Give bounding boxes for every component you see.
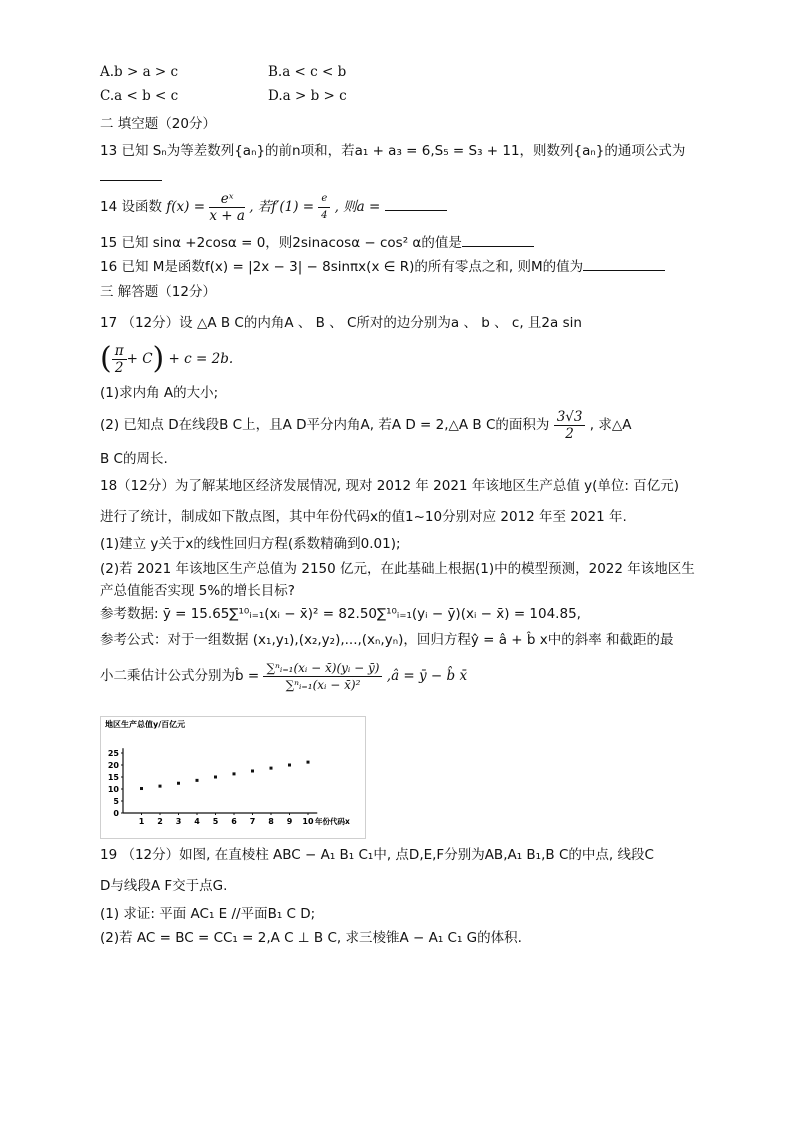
section-title-solution: 三 解答题（12分） — [100, 284, 216, 300]
question-18-line1: 18（12分）为了解某地区经济发展情况, 现对 2012 年 2021 年该地区生产总值 y(单位: 百亿元) — [100, 478, 679, 494]
question-19-line2: D与线段A F交于点G. — [100, 878, 228, 894]
least-squares-fraction: $\frac{\text{∑ⁿᵢ₌₁(xᵢ − x̄)(yᵢ − ȳ)}}{\text{∑ⁿᵢ₌₁(xᵢ − x̄)²}}$ — [263, 660, 382, 693]
q14-tail: , 则a = — [334, 199, 381, 215]
q17-area-fraction: $\frac{3√3}{2}$ — [554, 409, 586, 442]
option-d: D.a > b > c — [268, 88, 347, 104]
x-tick-label: 6 — [231, 817, 237, 826]
question-17-part2-cont: B C的周长. — [100, 451, 168, 467]
reference-data: 参考数据: ȳ = 15.65∑¹⁰ᵢ₌₁(xᵢ − x̄)² = 82.50∑¹⁰ᵢ₌₁(yᵢ − ȳ)(xᵢ − x̄) = 104.85, — [100, 606, 581, 622]
option-a: A.b > a > c — [100, 64, 179, 80]
y-tick-label: 25 — [107, 749, 119, 758]
q14-condition-fraction: $\frac{e}{4}$ — [318, 191, 330, 224]
data-point — [233, 772, 236, 775]
question-19-part2: (2)若 AC = BC = CC₁ = 2,A C ⊥ B C, 求三棱锥A − A₁ C₁ G的体积. — [100, 930, 522, 946]
question-18-part1: (1)建立 y关于x的线性回归方程(系数精确到0.01); — [100, 536, 401, 552]
data-point — [251, 770, 254, 773]
answer-blank-14 — [385, 196, 447, 211]
data-point — [214, 776, 217, 779]
y-tick-label: 5 — [113, 797, 119, 806]
question-19-part1: (1) 求证: 平面 AC₁ E //平面B₁ C D; — [100, 906, 316, 922]
data-point — [196, 779, 199, 782]
section-title-fill-blank: 二 填空题（20分） — [100, 116, 216, 132]
question-17-part1: (1)求内角 A的大小; — [100, 385, 219, 401]
question-18-line2: 进行了统计，制成如下散点图，其中年份代码x的值1~10分别对应 2012 年至 2021 年. — [100, 509, 627, 525]
q17-fraction: $\frac{\pi}{2}$ — [112, 343, 127, 376]
x-axis-label: 年份代码x — [315, 817, 350, 826]
question-14 — [100, 188, 447, 226]
data-point — [307, 761, 310, 764]
x-tick-label: 8 — [268, 817, 274, 826]
data-point — [270, 767, 273, 770]
x-tick-label: 5 — [212, 817, 219, 826]
scatter-chart-svg — [101, 717, 365, 838]
option-b: B.a < c < b — [268, 64, 347, 80]
x-tick-label: 2 — [157, 817, 163, 826]
y-tick-label: 0 — [113, 809, 119, 818]
y-tick-label: 20 — [107, 761, 119, 770]
question-18-part2b: 产总值能否实现 5%的增长目标? — [100, 583, 295, 599]
q14-prefix: 14 设函数 — [100, 199, 162, 215]
reference-formula: 参考公式：对于一组数据 (x₁,y₁),(x₂,y₂),...,(xₙ,yₙ)，回归方程ŷ = â + b̂ x中的斜率 和截距的最 — [100, 632, 674, 648]
q14-condition: , 若f′(1) = — [249, 199, 315, 215]
scatter-chart — [100, 716, 366, 839]
x-tick-label: 3 — [175, 817, 182, 826]
x-tick-label: 7 — [249, 817, 256, 826]
question-17-line1: 17 （12分）设 △A B C的内角A 、 B 、 C所对的边分别为a 、 b 、 c, 且2a sin — [100, 315, 582, 331]
data-point — [140, 787, 143, 790]
x-tick-label: 10 — [302, 817, 314, 826]
question-15: 15 已知 sinα +2cosα = 0，则2sinacosα − cos² α的值是 — [100, 232, 534, 252]
x-tick-label: 9 — [286, 817, 293, 826]
y-tick-label: 15 — [107, 773, 119, 782]
question-17-part2: (2) 已知点 D在线段B C上，且A D平分内角A, 若A D = 2,△A B C的面积为 $\frac{3√3}{2}$ , 求△A — [100, 408, 632, 442]
q14-fraction: $\frac{\text{eˣ}}{x + a}$ — [209, 190, 245, 224]
y-tick-label: 10 — [107, 785, 119, 794]
question-19-line1: 19 （12分）如图, 在直棱柱 ABC − A₁ B₁ C₁中, 点D,E,F分别为AB,A₁ B₁,B C的中点, 线段C — [100, 847, 654, 863]
question-13: 13 已知 Sₙ为等差数列{aₙ}的前n项和，若a₁ + a₃ = 6,S₅ = S₃ + 11，则数列{aₙ}的通项公式为 — [100, 143, 686, 159]
data-point — [177, 782, 180, 785]
question-16: 16 已知 M是函数f(x) = |2x − 3| − 8sinπx(x ∈ R)的所有零点之和, 则M的值为 — [100, 256, 665, 276]
x-tick-label: 4 — [194, 817, 200, 826]
option-c: C.a < b < c — [100, 88, 179, 104]
data-point — [288, 764, 291, 767]
chart-title: 地区生产总值y/百亿元 — [105, 720, 186, 729]
least-squares-formula: 小二乘估计公式分别为b̂ = $\frac{\text{∑ⁿᵢ₌₁(xᵢ − x̄)(yᵢ − ȳ)}}{\text{∑ⁿᵢ₌₁(xᵢ − x̄)²}}$ ,â = ȳ − b̂ x̄ — [100, 660, 468, 692]
question-18-part2a: (2)若 2021 年该地区生产总值为 2150 亿元，在此基础上根据(1)中的模型预测，2022 年该地区生 — [100, 561, 695, 577]
q14-fx: f(x) = — [166, 199, 206, 215]
x-tick-label: 1 — [138, 817, 145, 826]
data-point — [159, 785, 162, 788]
answer-blank-13 — [100, 166, 162, 186]
question-17-line2: ( $\frac{\pi}{2}$ + C) + c = 2b. — [100, 341, 234, 376]
